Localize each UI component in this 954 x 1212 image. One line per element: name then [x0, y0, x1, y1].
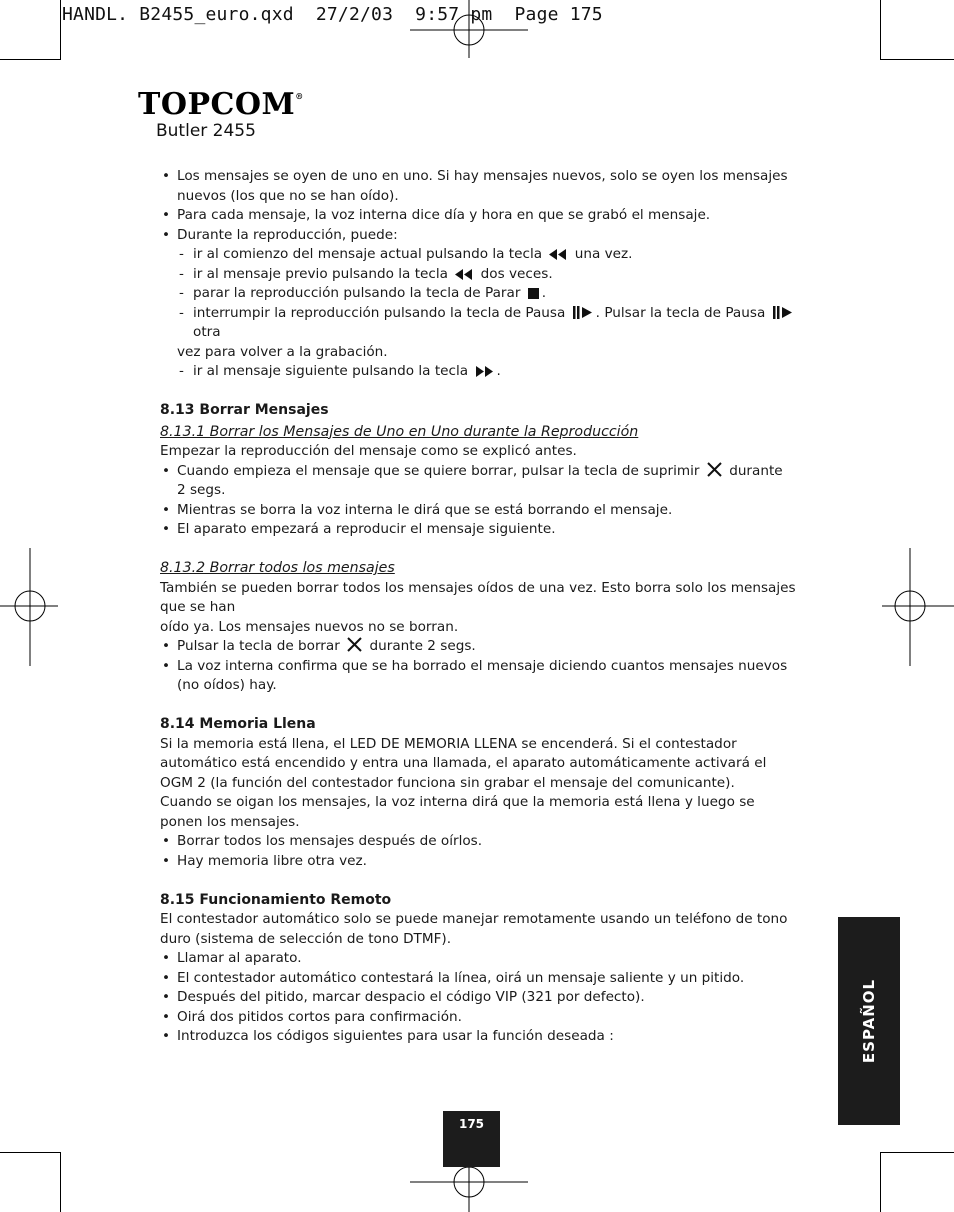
list-item: • Hay memoria libre otra vez.	[160, 852, 800, 872]
list-item: • Llamar al aparato.	[160, 949, 800, 969]
registration-mark-right	[880, 548, 954, 666]
language-label: ESPAÑOL	[860, 978, 878, 1064]
list-item: • Borrar todos los mensajes después de oírlos.	[160, 832, 800, 852]
list-item: • Después del pitido, marcar despacio el código VIP (321 por defecto).	[160, 988, 800, 1008]
paragraph: También se pueden borrar todos los mensajes oídos de una vez. Esto borra solo los mensajes que se han	[160, 579, 796, 615]
subsection-heading: 8.13.1 Borrar los Mensajes de Uno en Uno durante la Reproducción	[160, 423, 639, 440]
list-item: • Oirá dos pitidos cortos para confirmación.	[160, 1008, 800, 1028]
crop-mark	[880, 1152, 954, 1153]
list-item: • Los mensajes se oyen de uno en uno. Si hay mensajes nuevos, solo se oyen los mensajes nuevos (los que no se han oído).	[160, 167, 800, 206]
pause-play-icon	[773, 306, 793, 319]
registration-mark-left	[0, 548, 60, 666]
registration-mark-top	[410, 0, 528, 60]
brand-wordmark: TOPCOM	[138, 87, 296, 122]
list-item: • El contestador automático contestará la línea, oirá un mensaje saliente y un pitido.	[160, 969, 800, 989]
paragraph: oído ya. Los mensajes nuevos no se borran.	[160, 618, 459, 635]
stop-icon	[528, 288, 539, 299]
sub-list-continuation: vez para volver a la grabación.	[177, 343, 388, 360]
crop-mark	[880, 59, 954, 60]
list-item: • Cuando empieza el mensaje que se quiere borrar, pulsar la tecla de suprimir durante 2 segs.	[160, 462, 800, 501]
delete-x-icon	[707, 462, 722, 477]
print-slug: HANDL. B2455_euro.qxd 27/2/03 9:57 pm Page 175	[62, 4, 603, 25]
paragraph: El contestador automático solo se puede manejar remotamente usando un teléfono de tono duro (sistema de selección de tono DTMF).	[160, 911, 788, 947]
rewind-icon	[455, 269, 473, 280]
rewind-icon	[549, 249, 567, 260]
sub-list-item: - ir al mensaje previo pulsando la tecla dos veces.	[160, 265, 800, 285]
crop-mark	[0, 59, 60, 60]
sub-list-item: - parar la reproducción pulsando la tecla de Parar .	[160, 284, 800, 304]
paragraph: Cuando se oigan los mensajes, la voz interna dirá que la memoria está llena y luego se ponen los mensajes.	[160, 794, 755, 830]
crop-mark	[0, 1152, 60, 1153]
fast-forward-icon	[475, 366, 493, 377]
paragraph: Si la memoria está llena, el LED DE MEMORIA LLENA se encenderá. Si el contestador automático está encendido y entra una llamada, el aparato automáticamente activará el OGM 2 (la función del contestador funciona sin grabar el mensaje del comunicante).	[160, 735, 767, 791]
sub-list-item: - interrumpir la reproducción pulsando la tecla de Pausa . Pulsar la tecla de Pausa otra	[160, 304, 800, 343]
subsection-heading: 8.13.2 Borrar todos los mensajes	[160, 560, 395, 576]
page-number-box	[443, 1111, 500, 1167]
topcom-logo: TOPCOM®	[138, 87, 304, 122]
model-name: Butler 2455	[156, 121, 256, 141]
sub-list-item: - ir al comienzo del mensaje actual pulsando la tecla una vez.	[160, 245, 800, 265]
crop-mark	[880, 1152, 881, 1212]
paragraph: Empezar la reproducción del mensaje como se explicó antes.	[160, 443, 577, 459]
crop-mark	[60, 0, 61, 60]
list-item: • La voz interna confirma que se ha borrado el mensaje diciendo cuantos mensajes nuevos (no oídos) hay.	[160, 657, 800, 696]
delete-x-icon	[347, 637, 362, 652]
sub-list-item: - ir al mensaje siguiente pulsando la tecla .	[160, 362, 800, 382]
crop-mark	[60, 1152, 61, 1212]
main-content	[160, 167, 800, 1047]
list-item: • Mientras se borra la voz interna le dirá que se está borrando el mensaje.	[160, 501, 800, 521]
crop-mark	[880, 0, 881, 60]
page-number: 175	[458, 1117, 485, 1131]
list-item: • El aparato empezará a reproducir el mensaje siguiente.	[160, 520, 800, 540]
language-side-tab	[838, 917, 900, 1125]
section-heading: 8.14 Memoria Llena	[160, 716, 316, 732]
pause-play-icon	[573, 306, 593, 319]
section-heading: 8.15 Funcionamiento Remoto	[160, 891, 392, 908]
list-item: • Introduzca los códigos siguientes para usar la función deseada :	[160, 1027, 800, 1047]
list-item: • Para cada mensaje, la voz interna dice día y hora en que se grabó el mensaje.	[160, 206, 800, 226]
list-item: • Durante la reproducción, puede:	[160, 226, 800, 246]
list-item: • Pulsar la tecla de borrar durante 2 segs.	[160, 637, 800, 657]
section-heading: 8.13 Borrar Mensajes	[160, 402, 329, 418]
